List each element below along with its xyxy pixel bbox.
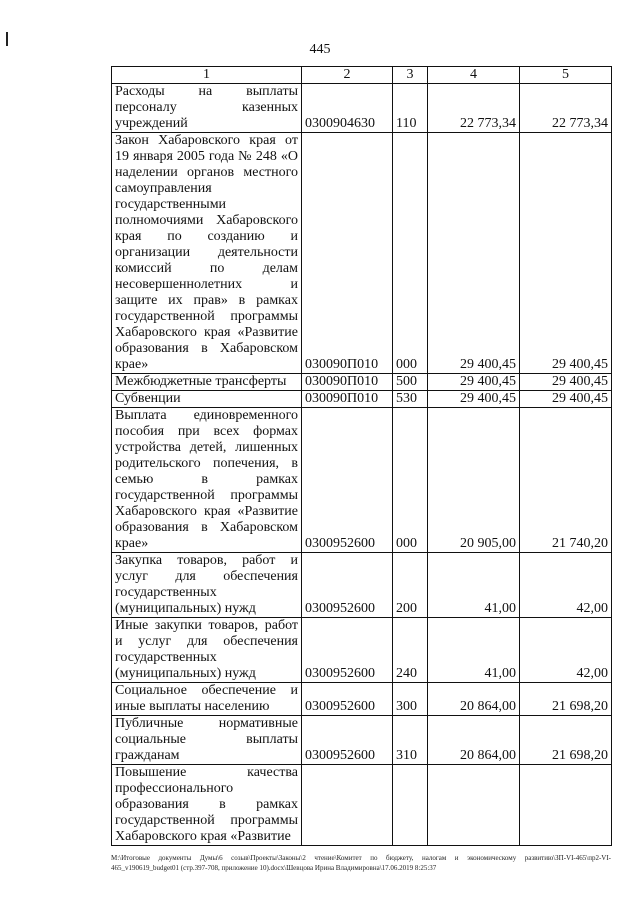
budget-table bbox=[111, 66, 612, 846]
row-name: Субвенции bbox=[112, 391, 302, 408]
row-amount-2: 29 400,45 bbox=[520, 133, 612, 374]
table-row bbox=[112, 133, 612, 374]
header-col-1: 1 bbox=[112, 67, 302, 84]
row-target-code: 030090П010 bbox=[302, 391, 393, 408]
row-amount-2: 22 773,34 bbox=[520, 84, 612, 133]
table-row bbox=[112, 683, 612, 716]
row-name: Повышение качества профессионального образования в рамках государственной программы Хабаровского края «Развитие bbox=[112, 765, 302, 846]
row-expense-type: 300 bbox=[393, 683, 428, 716]
row-amount-2: 21 698,20 bbox=[520, 683, 612, 716]
page-number: 445 bbox=[309, 42, 331, 57]
document-path-footer: M:\Итоговые документы Думы\6 созыв\Проекты\Законы\2 чтение\Комитет по бюджету, налогам и экономическому развитию\ЗП-VI-465\пр2-VI-465_v190619_budget01 (стр.397-708, приложение 10).docx\Шевцова Ирина Владимировна\17.06.2019 8:25:37 bbox=[111, 854, 611, 872]
table-header-row bbox=[112, 67, 612, 84]
row-amount-1: 41,00 bbox=[428, 553, 520, 618]
row-amount-2: 42,00 bbox=[520, 618, 612, 683]
row-amount-1: 29 400,45 bbox=[428, 133, 520, 374]
row-amount-1: 20 864,00 bbox=[428, 716, 520, 765]
row-amount-2: 21 740,20 bbox=[520, 408, 612, 553]
table-row bbox=[112, 84, 612, 133]
row-target-code: 0300904630 bbox=[302, 84, 393, 133]
header-col-4: 4 bbox=[428, 67, 520, 84]
row-amount-1: 29 400,45 bbox=[428, 391, 520, 408]
row-amount-1: 29 400,45 bbox=[428, 374, 520, 391]
row-target-code: 0300952600 bbox=[302, 618, 393, 683]
table-row bbox=[112, 391, 612, 408]
row-amount-2 bbox=[520, 765, 612, 846]
row-expense-type: 500 bbox=[393, 374, 428, 391]
row-expense-type: 240 bbox=[393, 618, 428, 683]
row-name: Закупка товаров, работ и услуг для обеспечения государственных (муниципальных) нужд bbox=[112, 553, 302, 618]
header-col-2: 2 bbox=[302, 67, 393, 84]
row-amount-1: 41,00 bbox=[428, 618, 520, 683]
table-row bbox=[112, 765, 612, 846]
row-expense-type: 530 bbox=[393, 391, 428, 408]
row-target-code: 030090П010 bbox=[302, 133, 393, 374]
row-target-code: 0300952600 bbox=[302, 683, 393, 716]
row-name: Межбюджетные трансферты bbox=[112, 374, 302, 391]
row-amount-1: 20 864,00 bbox=[428, 683, 520, 716]
table-row bbox=[112, 618, 612, 683]
row-name: Закон Хабаровского края от 19 января 2005 года № 248 «О наделении органов местного самоуправления государственными полномочиями Хабаровского края по созданию и организации деятельности комиссий по делам несовершеннолетних и защите их прав» в рамках государственной программы Хабаровского края «Развитие образования в Хабаровском крае» bbox=[112, 133, 302, 374]
row-name: Социальное обеспечение и иные выплаты населению bbox=[112, 683, 302, 716]
table-row bbox=[112, 553, 612, 618]
row-target-code: 0300952600 bbox=[302, 716, 393, 765]
table-row bbox=[112, 374, 612, 391]
header-col-5: 5 bbox=[520, 67, 612, 84]
row-target-code bbox=[302, 765, 393, 846]
row-amount-2: 21 698,20 bbox=[520, 716, 612, 765]
row-expense-type: 310 bbox=[393, 716, 428, 765]
table-row bbox=[112, 408, 612, 553]
row-name: Расходы на выплаты персоналу казенных учреждений bbox=[112, 84, 302, 133]
row-amount-2: 29 400,45 bbox=[520, 374, 612, 391]
row-amount-1: 22 773,34 bbox=[428, 84, 520, 133]
row-expense-type: 200 bbox=[393, 553, 428, 618]
row-expense-type: 000 bbox=[393, 408, 428, 553]
row-amount-2: 29 400,45 bbox=[520, 391, 612, 408]
row-expense-type bbox=[393, 765, 428, 846]
row-amount-1 bbox=[428, 765, 520, 846]
row-amount-1: 20 905,00 bbox=[428, 408, 520, 553]
row-expense-type: 000 bbox=[393, 133, 428, 374]
table-row bbox=[112, 716, 612, 765]
row-name: Публичные нормативные социальные выплаты гражданам bbox=[112, 716, 302, 765]
row-expense-type: 110 bbox=[393, 84, 428, 133]
row-name: Иные закупки товаров, работ и услуг для обеспечения государственных (муниципальных) нужд bbox=[112, 618, 302, 683]
header-col-3: 3 bbox=[393, 67, 428, 84]
row-target-code: 0300952600 bbox=[302, 553, 393, 618]
row-target-code: 030090П010 bbox=[302, 374, 393, 391]
row-name: Выплата единовременного пособия при всех формах устройства детей, лишенных родительского попечения, в семью в рамках государственной программы Хабаровского края «Развитие образования в Хабаровском крае» bbox=[112, 408, 302, 553]
row-amount-2: 42,00 bbox=[520, 553, 612, 618]
row-target-code: 0300952600 bbox=[302, 408, 393, 553]
